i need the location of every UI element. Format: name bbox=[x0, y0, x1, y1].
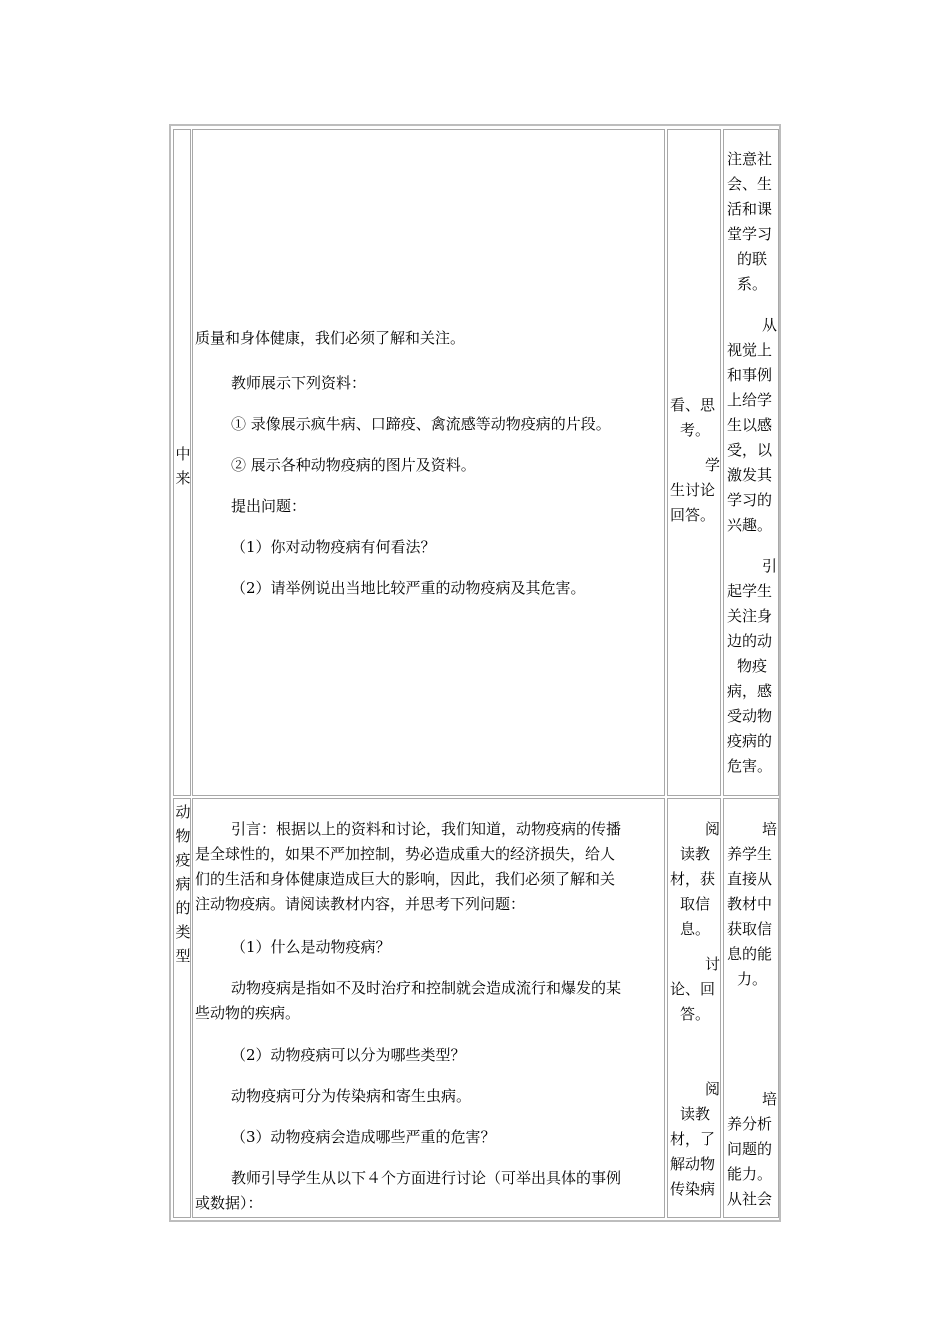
text-line: 危害。 bbox=[727, 757, 773, 775]
stage-label-char: 动 bbox=[175, 803, 191, 821]
stage-label-char: 来 bbox=[175, 469, 191, 487]
question: （2）请举例说出当地比较严重的动物疫病及其危害。 bbox=[231, 579, 586, 597]
text-line: 材，获 bbox=[670, 870, 716, 888]
paragraph: 动物疫病可分为传染病和寄生虫病。 bbox=[231, 1087, 472, 1105]
text-line: 学习的 bbox=[727, 491, 773, 509]
text-line: 答。 bbox=[679, 1005, 710, 1023]
text-line: 边的动 bbox=[727, 632, 773, 650]
text-line: 引言：根据以上的资料和讨论，我们知道，动物疫病的传播 bbox=[231, 820, 622, 838]
text-line: 生讨论 bbox=[670, 481, 716, 499]
text-line: 读教 bbox=[679, 845, 710, 863]
text-line: 激发其 bbox=[727, 466, 773, 484]
text-line: 获取信 bbox=[727, 920, 773, 938]
paragraph: 教师展示下列资料： bbox=[231, 374, 367, 392]
text-line: 受，以 bbox=[727, 441, 773, 459]
text-line: 材，了 bbox=[670, 1130, 716, 1148]
text-line: 会、生 bbox=[727, 175, 773, 193]
text-line: 养学生 bbox=[727, 845, 773, 863]
list-item: ② 展示各种动物疫病的图片及资料。 bbox=[231, 456, 476, 474]
text-line: 引 bbox=[761, 557, 777, 575]
text-line: 关注身 bbox=[727, 607, 773, 625]
text-line: 息。 bbox=[679, 920, 710, 938]
text-line: 养分析 bbox=[727, 1115, 773, 1133]
text-line: 考。 bbox=[679, 421, 710, 439]
text-line: 起学生 bbox=[727, 582, 773, 600]
text-line: 或数据）： bbox=[195, 1194, 263, 1212]
text-line: 读教 bbox=[679, 1105, 710, 1123]
text-line: 阅 bbox=[704, 820, 720, 838]
text-line: 注动物疫病。请阅读教材内容，并思考下列问题： bbox=[195, 895, 526, 913]
stage-label-char: 类 bbox=[175, 923, 191, 941]
text-line: 活和课 bbox=[727, 200, 773, 218]
text-line: 动物疫病是指如不及时治疗和控制就会造成流行和爆发的某 bbox=[231, 979, 622, 997]
text-line: 看、思 bbox=[670, 396, 716, 414]
text-line: 堂学习 bbox=[727, 225, 773, 243]
question: （3）动物疫病会造成哪些严重的危害？ bbox=[231, 1128, 496, 1146]
question: （2）动物疫病可以分为哪些类型？ bbox=[231, 1046, 466, 1064]
text-line: 系。 bbox=[736, 275, 767, 293]
text-line: 讨 bbox=[704, 955, 720, 973]
text-line: 取信 bbox=[679, 895, 710, 913]
student-activity-cell bbox=[667, 129, 721, 796]
text-line: 疫病的 bbox=[727, 732, 773, 750]
text-line: 直接从 bbox=[727, 870, 773, 888]
question: （1）你对动物疫病有何看法？ bbox=[231, 538, 436, 556]
stage-label-char: 物 bbox=[175, 827, 191, 845]
text-line: 病，感 bbox=[727, 682, 773, 700]
stage-label-cell bbox=[173, 129, 191, 796]
text-line: 上给学 bbox=[727, 391, 773, 409]
text-line: 是全球性的，如果不严加控制，势必造成重大的经济损失，给人 bbox=[195, 845, 616, 863]
text-line: 注意社 bbox=[727, 150, 773, 168]
text-line: 培 bbox=[761, 820, 777, 838]
text-line: 从 bbox=[761, 316, 777, 334]
text-line: 力。 bbox=[736, 970, 767, 988]
stage-label-char: 中 bbox=[175, 445, 191, 463]
text-line: 教师引导学生从以下４个方面进行讨论（可举出具体的事例 bbox=[231, 1169, 622, 1187]
text-line: 回答。 bbox=[670, 506, 716, 524]
lesson-plan-table bbox=[169, 124, 781, 1222]
text-line: 从社会 bbox=[727, 1190, 773, 1208]
text-line: 解动物 bbox=[670, 1155, 716, 1173]
text-line: 论、回 bbox=[670, 980, 716, 998]
text-line: 培 bbox=[761, 1090, 777, 1108]
design-intent-cell bbox=[723, 129, 779, 796]
text-line: 兴趣。 bbox=[727, 516, 773, 534]
text-line: 生以感 bbox=[727, 416, 773, 434]
stage-label-char: 病 bbox=[175, 875, 191, 893]
paragraph: 提出问题： bbox=[231, 497, 307, 515]
stage-label-char: 的 bbox=[175, 899, 191, 917]
question: （1）什么是动物疫病？ bbox=[231, 938, 391, 956]
teacher-activity-cell bbox=[192, 129, 665, 796]
text-line: 传染病 bbox=[670, 1180, 716, 1198]
list-item: ① 录像展示疯牛病、口蹄疫、禽流感等动物疫病的片段。 bbox=[231, 415, 611, 433]
text-line: 学 bbox=[704, 456, 720, 474]
text-line: 和事例 bbox=[727, 366, 773, 384]
stage-label-char: 疫 bbox=[175, 851, 191, 869]
text-line: 物疫 bbox=[736, 657, 767, 675]
student-activity-cell bbox=[667, 798, 721, 1218]
text-line: 息的能 bbox=[727, 945, 773, 963]
text-line: 视觉上 bbox=[727, 341, 773, 359]
paragraph: 质量和身体健康，我们必须了解和关注。 bbox=[195, 329, 466, 347]
design-intent-cell bbox=[723, 798, 779, 1218]
text-line: 教材中 bbox=[727, 895, 773, 913]
text-line: 受动物 bbox=[727, 707, 773, 725]
text-line: 些动物的疾病。 bbox=[195, 1004, 301, 1022]
stage-label-cell bbox=[173, 798, 191, 1218]
text-line: 们的生活和身体健康造成巨大的影响，因此，我们必须了解和关 bbox=[195, 870, 616, 888]
text-line: 的联 bbox=[736, 250, 767, 268]
text-line: 阅 bbox=[704, 1080, 720, 1098]
text-line: 能力。 bbox=[727, 1165, 773, 1183]
stage-label-char: 型 bbox=[175, 947, 191, 965]
text-line: 问题的 bbox=[727, 1140, 773, 1158]
teacher-activity-cell bbox=[192, 798, 665, 1218]
